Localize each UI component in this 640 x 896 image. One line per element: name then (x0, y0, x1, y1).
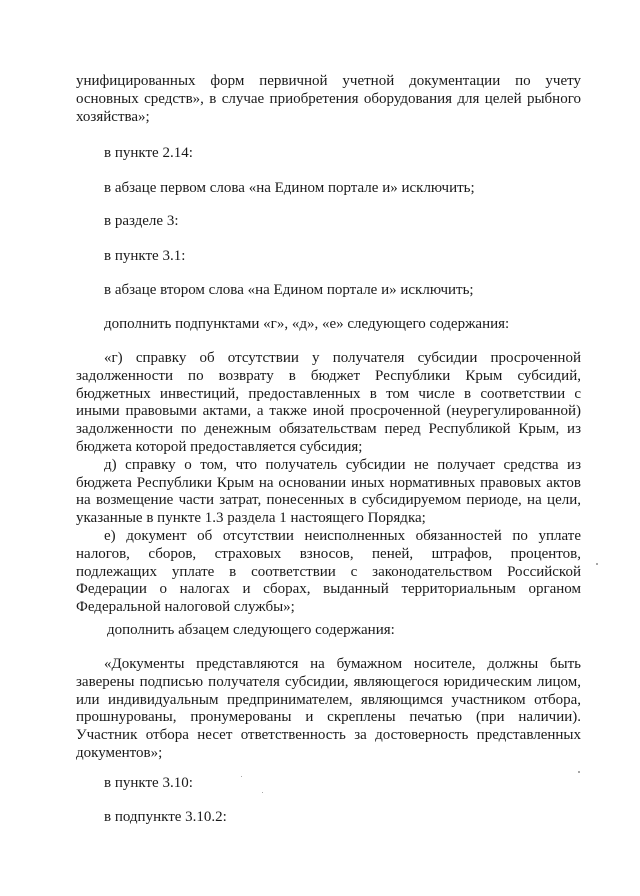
paragraph-subitem-3-10-2: в подпункте 3.10.2: (104, 809, 227, 825)
documents-block (76, 656, 581, 763)
text-line: подлежащих уплате в соответствии с законодательством Российской (76, 563, 581, 580)
paragraph-section-3: в разделе 3: (104, 213, 179, 229)
paragraph-add-abzac: дополнить абзацем следующего содержания: (107, 622, 395, 638)
text-line: хозяйства»; (76, 108, 150, 125)
text-line: д) справку о том, что получатель субсидии не получает средства из (104, 456, 581, 473)
text-line: Федеральной налоговой службы»; (76, 599, 295, 616)
paragraph-item-2-14: в пункте 2.14: (104, 145, 193, 161)
text-line: иными правовыми актами, а также иной просроченной (неурегулированной) (76, 403, 581, 420)
text-line: «Документы представляются на бумажном носителе, должны быть (104, 656, 581, 672)
text-line: Участник отбора несет ответственность за достоверность представленных (76, 727, 581, 744)
paragraph-add-subitems: дополнить подпунктами «г», «д», «е» следующего содержания: (104, 316, 510, 332)
text-line: задолженности по возврату в бюджет Республики Крым субсидий, (76, 367, 581, 384)
text-line: основных средств», в случае приобретения оборудования для целей рыбного (76, 90, 581, 107)
text-line: бюджетных инвестиций, предоставленных в том числе в соответствии с (76, 385, 581, 402)
text-line: е) документ об отсутствии неисполненных обязанностей по уплате (104, 527, 581, 544)
text-line: на возмещение части затрат, понесенных в субсидируемом периоде, на цели, (76, 492, 581, 509)
text-line: прошнурованы, пронумерованы и скреплены печатью (при наличии). (76, 709, 581, 726)
text-line: заверены подписью получателя субсидии, являющегося юридическим лицом, (76, 673, 581, 690)
scan-speck (241, 776, 242, 777)
paragraph-first-abzac: в абзаце первом слова «на Едином портале и» исключить; (104, 180, 475, 196)
text-line: налогов, сборов, страховых взносов, пеней, штрафов, процентов, (76, 545, 581, 562)
subitems-block (76, 350, 581, 617)
text-line: бюджета Республики Крым на основании иных нормативных правовых актов (76, 474, 581, 491)
text-line: бюджета которой предоставляется субсидия; (76, 438, 363, 455)
text-line: унифицированных форм первичной учетной документации по учету (76, 73, 581, 89)
scan-speck (262, 792, 263, 793)
paragraph-item-3-10: в пункте 3.10: (104, 775, 193, 791)
text-line: «г) справку об отсутствии у получателя субсидии просроченной (104, 350, 581, 366)
paragraph-item-3-1: в пункте 3.1: (104, 248, 186, 264)
text-line: Федерации о налогах и сборах, выданный территориальным органом (76, 581, 581, 598)
scan-speck (578, 771, 580, 773)
paragraph-second-abzac: в абзаце втором слова «на Едином портале и» исключить; (104, 282, 474, 298)
text-line: задолженности по денежным обязательствам перед Республикой Крым, из (76, 421, 581, 438)
scan-speck (596, 563, 598, 565)
paragraph-continuation (76, 73, 581, 126)
text-line: или индивидуальным предпринимателем, являющимся участником отбора, (76, 691, 581, 708)
text-line: указанные в пункте 1.3 раздела 1 настоящего Порядка; (76, 510, 426, 527)
text-line: документов»; (76, 744, 163, 761)
